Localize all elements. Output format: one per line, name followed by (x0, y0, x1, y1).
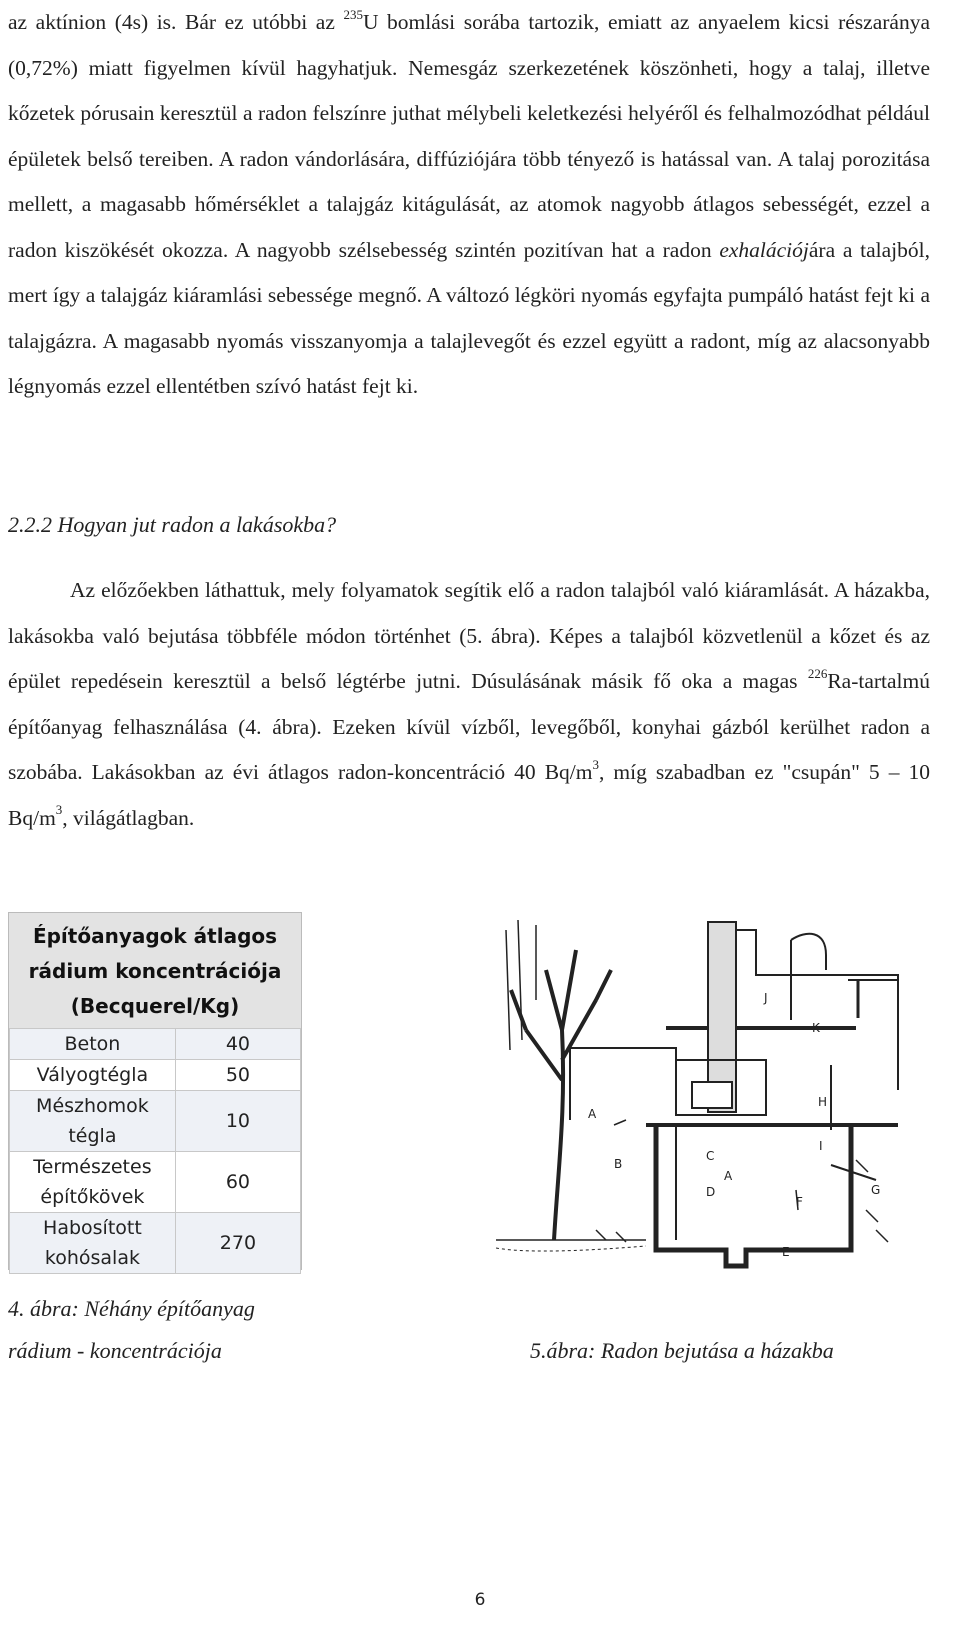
paragraph-radon-entry (8, 568, 930, 841)
material-cell: Vályogtégla (10, 1060, 176, 1091)
text-run: az aktínion (4s) is. Bár ez utóbbi az (8, 10, 344, 34)
section-heading: 2.2.2 Hogyan jut radon a lakásokba? (8, 512, 337, 537)
text-run: U bomlási sorába tartozik, emiatt az anyaelem kicsi részaránya (0,72%) miatt figyelmen kívül hagyhatjuk. Nemesgáz szerkezetének köszönheti, hogy a talaj, illetve kőzetek pórusain keresztül a radon felszínre juthat mélybeli keletkezési helyéről és felhalmozódhat például épületek belső tereiben. A radon vándorlására, diffúziójára több tényező is hatással van. A talaj porozitása mellett, a magasabb hőmérséklet a talajgáz kitágulását, az atomok nagyobb átlagos sebességét, ezzel a radon kiszökését okozza. A nagyobb szélsebesség szintén pozitívan hat a radon (8, 10, 930, 262)
table-row (10, 1029, 301, 1060)
house-radon-entry-diagram (496, 910, 934, 1274)
material-cell: Mészhomok tégla (10, 1091, 176, 1152)
superscript: 226 (807, 665, 828, 681)
caption-figure-4 (8, 1288, 255, 1372)
italic-term: exhalációj (719, 237, 809, 262)
table-title (9, 913, 301, 1028)
material-cell: Habosított kohósalak (10, 1213, 176, 1274)
text-run: Ra-tartalmú építőanyag felhasználása (4. ábra). Ezeken kívül vízből, levegőből, konyhai gázból kerülhet radon a szobába. Lakásokban az évi átlagos radon-koncentráció 40 Bq/m (8, 669, 930, 784)
material-cell: Beton (10, 1029, 176, 1060)
material-cell: Természetes építőkövek (10, 1152, 176, 1213)
text-run: Az előzőekben láthattuk, mely folyamatok segítik elő a radon talajból való kiáramlását. A házakba, lakásokba való bejutása többféle módon történhet (5. ábra). Képes a talajból közvetlenül a kőzet és az épület repedésein keresztül a belső légtérbe jutni. Dúsulásának másik fő oka a magas (8, 578, 930, 693)
radium-table (9, 1028, 301, 1274)
page-number: 6 (474, 1590, 486, 1610)
diagram-label: K (812, 1021, 820, 1035)
diagram-label: I (819, 1139, 823, 1153)
table-title-line: (Becquerel/Kg) (70, 994, 240, 1018)
table-row (10, 1091, 301, 1152)
caption-line: rádium - koncentrációja (8, 1338, 222, 1363)
value-cell: 10 (175, 1091, 300, 1152)
text-run: ára a talajból, mert így a talajgáz kiáramlási sebessége megnő. A változó légköri nyomás egyfajta pumpáló hatást fejt ki a talajgázra. A magasabb nyomás visszanyomja a talajlevegőt és ezzel együtt a radont, míg az alacsonyabb légnyomás ezzel ellentétben szívó hatást fejt ki. (8, 237, 930, 398)
value-cell: 270 (175, 1213, 300, 1274)
diagram-label: E (782, 1245, 790, 1259)
superscript: 235 (343, 6, 363, 22)
diagram-label: A (724, 1169, 733, 1183)
diagram-label: C (706, 1149, 715, 1163)
table-row (10, 1060, 301, 1091)
radium-concentration-table-figure (8, 912, 302, 1270)
caption-line: 4. ábra: Néhány építőanyag (8, 1296, 255, 1321)
superscript: 3 (592, 756, 599, 772)
text-run: , míg szabadban ez "csupán" 5 – 10 Bq/m (8, 760, 930, 830)
diagram-label: B (614, 1157, 623, 1171)
diagram-label: H (818, 1095, 828, 1109)
table-title-line: Építőanyagok átlagos (32, 924, 278, 948)
diagram-label: J (764, 991, 768, 1005)
diagram-label: D (706, 1185, 716, 1199)
diagram-label: F (796, 1195, 803, 1209)
diagram-label: G (871, 1183, 881, 1197)
table-row (10, 1152, 301, 1213)
superscript: 3 (55, 802, 63, 818)
tree-icon (511, 950, 611, 1240)
value-cell: 40 (175, 1029, 300, 1060)
table-row (10, 1213, 301, 1274)
value-cell: 60 (175, 1152, 300, 1213)
text-run: , világátlagban. (62, 805, 195, 830)
table-title-line: rádium koncentrációja (28, 959, 282, 983)
paragraph-radon-migration (8, 0, 930, 410)
caption-figure-5: 5.ábra: Radon bejutása a házakba (530, 1338, 834, 1363)
value-cell: 50 (175, 1060, 300, 1091)
diagram-label: A (588, 1107, 597, 1121)
